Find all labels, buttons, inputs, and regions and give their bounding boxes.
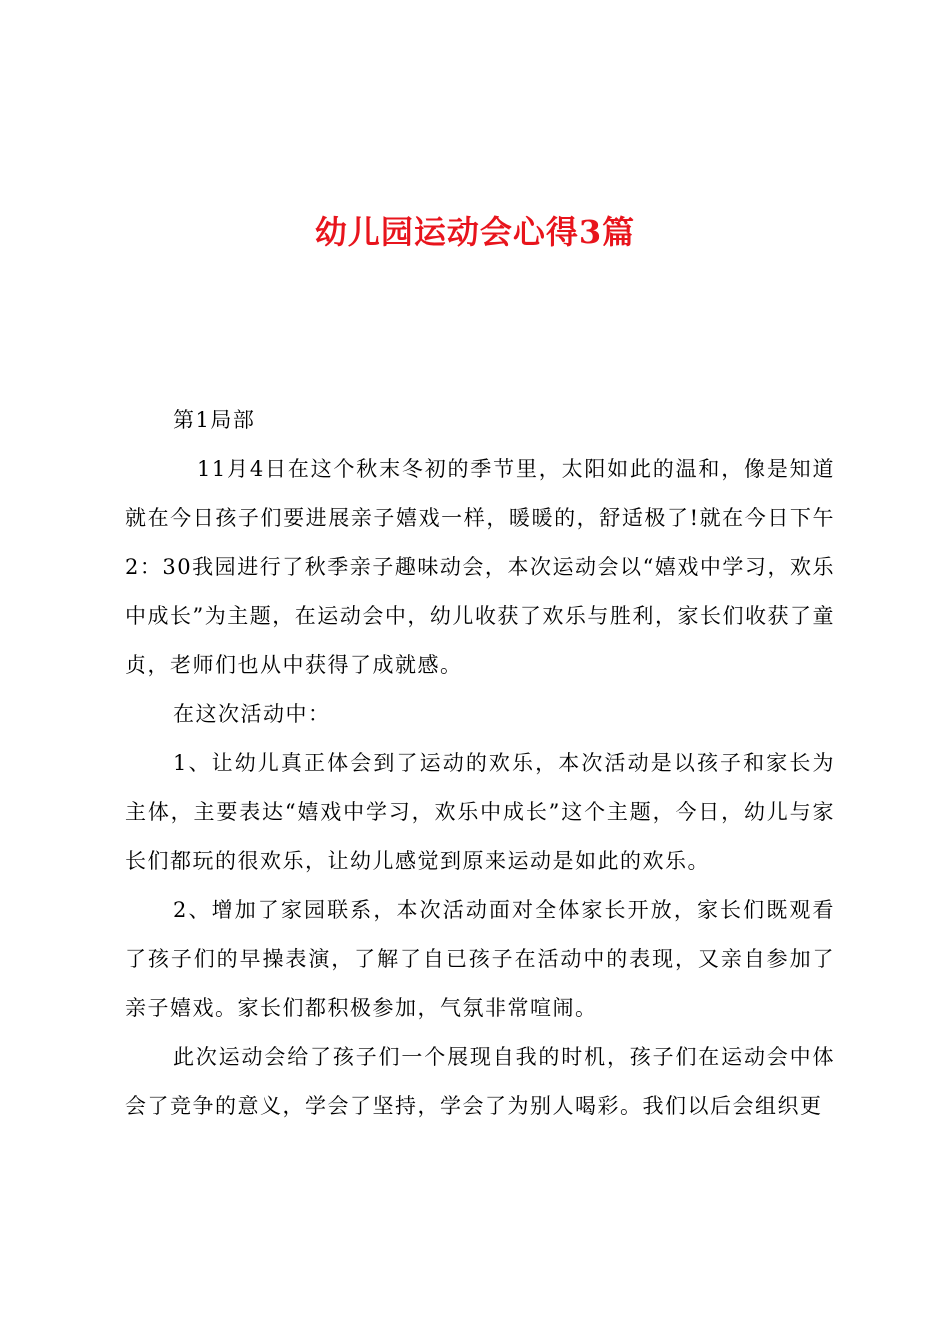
- section-label: 第1局部: [173, 408, 256, 432]
- paragraph: 11月4日在这个秋末冬初的季节里，太阳如此的温和，像是知道就在今日孩子们要进展亲子嬉戏一样，暖暖的，舒适极了!就在今日下午2：30我园进行了秋季亲子趣味动会，本次运动会以“嬉戏中学习，欢乐中成长”为主题，在运动会中，幼儿收获了欢乐与胜利，家长们收获了童贞，老师们也从中获得了成就感。: [125, 457, 835, 677]
- paragraph: 1、让幼儿真正体会到了运动的欢乐，本次活动是以孩子和家长为主体，主要表达“嬉戏中学习，欢乐中成长”这个主题，今日，幼儿与家长们都玩的很欢乐，让幼儿感觉到原来运动是如此的欢乐。: [125, 751, 835, 873]
- paragraph: 2、增加了家园联系，本次活动面对全体家长开放，家长们既观看了孩子们的早操表演，了解了自已孩子在活动中的表现，又亲自参加了亲子嬉戏。家长们都积极参加，气氛非常喧闹。: [125, 898, 835, 1020]
- document-title: 幼儿园运动会心得3篇: [314, 213, 636, 251]
- paragraph: 在这次活动中：: [173, 702, 331, 726]
- document-body: [125, 396, 835, 1131]
- paragraph: 此次运动会给了孩子们一个展现自我的时机，孩子们在运动会中体会了竞争的意义，学会了坚持，学会了为别人喝彩。我们以后会组织更: [125, 1045, 835, 1118]
